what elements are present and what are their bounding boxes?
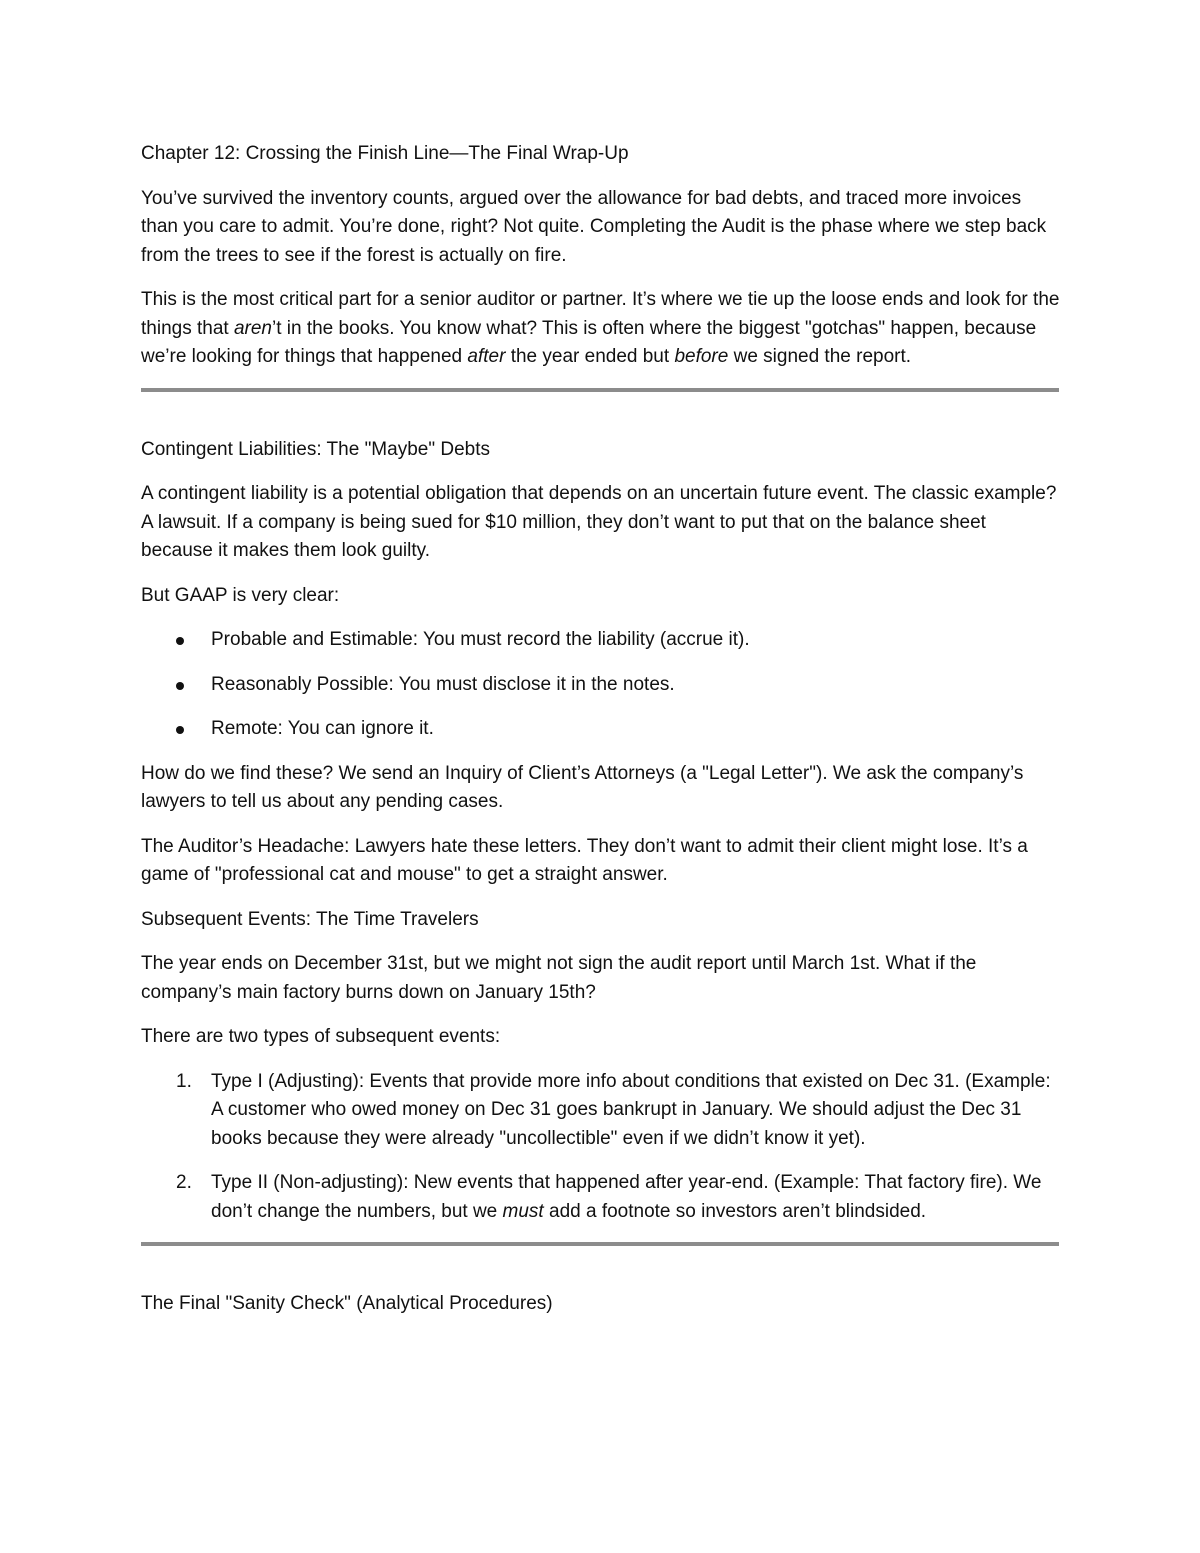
intro-paragraph-1: You’ve survived the inventory counts, argued over the allowance for bad debts, and traced more invoices than you care to admit. You’re done, right? Not quite. Completing the Audit is the phase where we step back from the trees to see if the forest is actually on fire. [141,187,1047,266]
list-item: Reasonably Possible: You must disclose it in the notes. [141,671,1061,700]
intro-emphasis-before: before [674,346,729,367]
type-2-emphasis-must: must [502,1200,544,1222]
list-item: Probable and Estimable: You must record the liability (accrue it). [141,626,1061,655]
list-item-text: Type I (Adjusting): Events that provide more info about conditions that existed on Dec 31. (Example: A customer who owed money on Dec 31 goes bankrupt in January. We should adjust the Dec 31 books because they were already "uncollectible" even if we didn’t know it yet). [211,1070,1051,1149]
list-item-type-2 [141,1169,1061,1226]
list-number: 1. [176,1070,192,1092]
intro-text-2: ’t in the books. You know what? This is often where the biggest "gotchas" happen, because we’re looking for things that happened [141,317,1037,367]
horizontal-rule [141,388,1059,392]
gaap-intro: But GAAP is very clear: [141,584,340,606]
intro-paragraph-2 [141,286,1061,372]
subsequent-paragraph: The year ends on December 31st, but we might not sign the audit report until March 1st. What if the company’s main factory burns down on January 15th? [141,953,977,1003]
list-number: 2. [176,1172,192,1193]
gaap-criteria-list [141,626,1061,744]
list-item-text [211,1172,1041,1222]
chapter-title: Chapter 12: Crossing the Finish Line—The Final Wrap-Up [141,143,629,164]
legal-letter-paragraph: How do we find these? We send an Inquiry of Client’s Attorneys (a "Legal Letter"). We ask the company’s lawyers to tell us about any pending cases. [141,762,1024,812]
type-2-text-1: Type II (Non-adjusting): New events that happened after year-end. (Example: That factory fire). We don’t change the numbers, but we [211,1172,1042,1222]
document-page [141,140,1061,1335]
horizontal-rule [141,1242,1059,1246]
subsequent-heading: Subsequent Events: The Time Travelers [141,908,479,930]
intro-emphasis-after: after [467,346,506,367]
list-item-type-1 [141,1068,1061,1154]
type-2-text-2: add a footnote so investors aren’t blindsided. [543,1200,927,1222]
auditor-headache-paragraph: The Auditor’s Headache: Lawyers hate these letters. They don’t want to admit their client might lose. It’s a game of "professional cat and mouse" to get a straight answer. [141,835,1028,885]
intro-emphasis-arent: aren [233,317,272,339]
intro-text-1: This is the most critical part for a senior auditor or partner. It’s where we tie up the loose ends and look for the things that [141,289,1060,339]
types-intro: There are two types of subsequent events: [141,1026,501,1047]
final-heading: The Final "Sanity Check" (Analytical Procedures) [141,1293,553,1314]
subsequent-types-list [141,1068,1061,1227]
contingent-heading: Contingent Liabilities: The "Maybe" Debts [141,438,490,460]
intro-text-4: we signed the report. [728,346,912,367]
list-item: Remote: You can ignore it. [141,715,1061,744]
contingent-paragraph: A contingent liability is a potential obligation that depends on an uncertain future event. The classic example? A lawsuit. If a company is being sued for $10 million, they don’t want to put that on the balance sheet because it makes them look guilty. [141,483,1057,561]
intro-text-3: the year ended but [505,346,675,367]
